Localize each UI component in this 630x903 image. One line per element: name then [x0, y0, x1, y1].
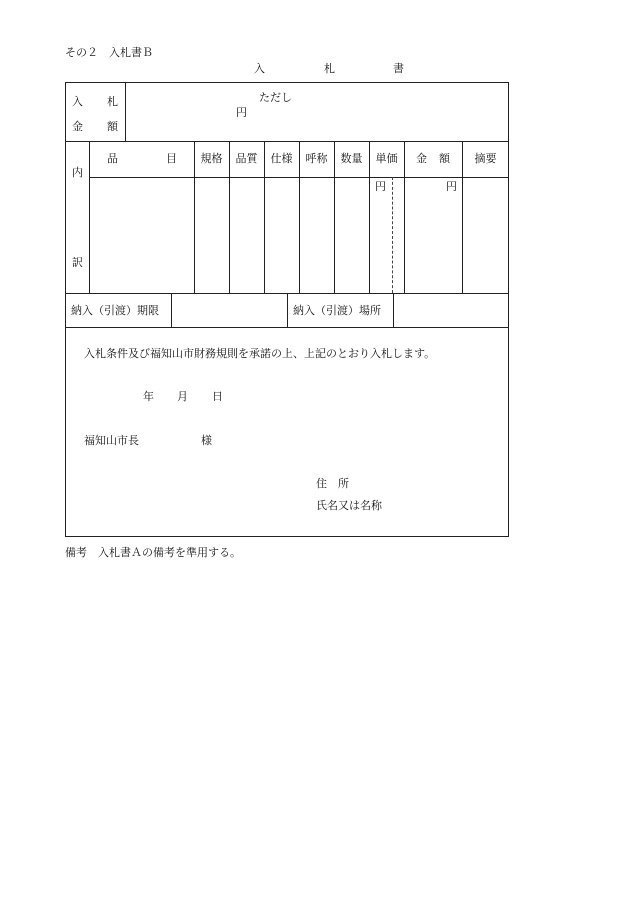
rule-after-amount: [65, 141, 509, 142]
bid-amount-currency: 円: [236, 106, 247, 119]
col-header-amount-b: 額: [439, 152, 450, 165]
declaration-statement: 入札条件及び福知山市財務規則を承諾の上、上記のとおり入札します。: [84, 347, 436, 360]
col-header-amount-a: 金: [416, 152, 427, 165]
unit-price-yen: 円: [375, 180, 386, 193]
title-char-1: 入: [254, 62, 265, 75]
breakdown-label-bottom: 訳: [72, 256, 83, 269]
bid-amount-label-1a: 入: [72, 95, 83, 108]
col-header-unit-price: 単価: [375, 152, 398, 165]
col-header-specification: 仕様: [270, 152, 293, 165]
date-month: 月: [177, 390, 188, 403]
title-char-3: 書: [393, 62, 404, 75]
addressee: 福知山市長: [84, 434, 139, 447]
col-header-remarks: 摘要: [474, 152, 497, 165]
date-day: 日: [212, 390, 223, 403]
title-char-2: 札: [324, 62, 335, 75]
addressee-honorific: 様: [201, 434, 212, 447]
rule-after-delivery: [65, 327, 509, 328]
col-header-item-a: 品: [107, 152, 118, 165]
bid-amount-label-1b: 札: [107, 95, 118, 108]
date-year: 年: [143, 390, 154, 403]
col-header-item-b: 目: [166, 152, 177, 165]
bid-amount-note: ただし: [259, 91, 292, 104]
col-header-name: 呼称: [305, 152, 328, 165]
delivery-divider: [287, 293, 288, 327]
col-header-spec: 規格: [200, 152, 223, 165]
section-label: その２ 入札書Ｂ: [65, 46, 153, 59]
delivery-place-label: 納入（引渡）場所: [293, 304, 381, 317]
address-label: 住 所: [316, 477, 349, 490]
delivery-deadline-label: 納入（引渡）期限: [71, 304, 159, 317]
unit-price-dashed-divider: [392, 177, 393, 293]
delivery-divider: [171, 293, 172, 327]
bid-amount-label-2b: 額: [107, 120, 118, 133]
column-divider: [404, 141, 405, 293]
bid-amount-label-2a: 金: [72, 120, 83, 133]
delivery-divider: [393, 293, 394, 327]
col-header-quantity: 数量: [340, 152, 363, 165]
breakdown-side-divider: [89, 141, 90, 293]
name-label: 氏名又は名称: [316, 499, 382, 512]
col-header-quality: 品質: [235, 152, 258, 165]
breakdown-label-top: 内: [72, 166, 83, 179]
amount-label-divider: [125, 82, 126, 141]
footer-remarks: 備考 入札書Ａの備考を準用する。: [65, 546, 241, 559]
amount-yen: 円: [446, 180, 457, 193]
